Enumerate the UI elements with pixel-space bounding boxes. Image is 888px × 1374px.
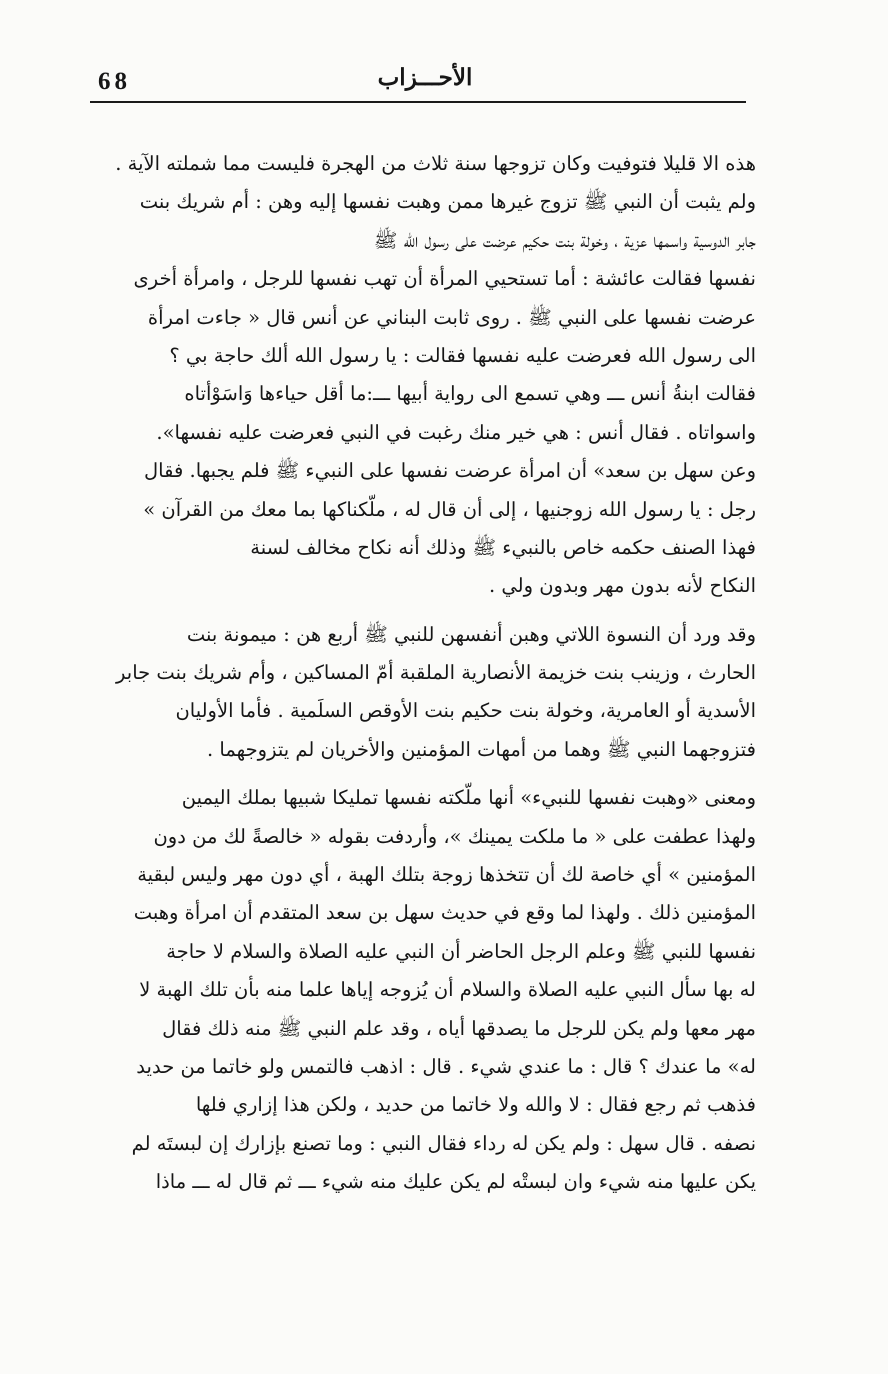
text-line: المؤمنين » أي خاصة لك أن تتخذها زوجة بتلك الهبة ، أي دون مهر وليس لبقية: [137, 863, 756, 887]
body-text: [90, 145, 756, 1202]
text-line: له» ما عندك ؟ قال : ما عندي شيء . قال : اذهب فالتمس ولو خاتما من حديد: [136, 1054, 756, 1078]
text-line: واسواتاه . فقال أنس : هي خير منك رغبت في النبي فعرضت عليه نفسها».: [156, 420, 756, 444]
paragraph-1: [90, 145, 756, 606]
text-line: ولم يثبت أن النبي ﷺ تزوج غيرها ممن وهبت نفسها إليه وهن : أم شريك بنت: [139, 190, 756, 214]
text-line: المؤمنين ذلك . ولهذا لما وقع في حديث سهل بن سعد المتقدم أن امرأة وهبت: [133, 901, 756, 925]
text-line: جابر الدوسية واسمها عزية ، وخولة بنت حكيم عرضت على رسول الله ﷺ: [373, 228, 756, 252]
paragraph-2: [90, 616, 756, 770]
header-rule: [90, 101, 746, 103]
paragraph-3: [90, 779, 756, 1201]
text-line: نفسها للنبي ﷺ وعلم الرجل الحاضر أن النبي عليه الصلاة والسلام لا حاجة: [166, 939, 756, 963]
page-number: 68: [98, 68, 131, 95]
text-line: نصفه . قال سهل : ولم يكن له رداء فقال النبي : وما تصنع بإزارك إن لبستَه لم: [131, 1131, 756, 1155]
text-line: الحارث ، وزينب بنت خزيمة الأنصارية الملقبة أمّ المساكين ، وأم شريك بنت جابر: [116, 661, 756, 685]
text-line: فتزوجهما النبي ﷺ وهما من أمهات المؤمنين والأخريان لم يتزوجهما .: [207, 737, 756, 761]
text-line: له بها سأل النبي عليه الصلاة والسلام أن يُزوجه إياها علما منه بأن تلك الهبة لا: [139, 978, 756, 1002]
text-line: ولهذا عطفت على « ما ملكت يمينك »، وأردفت بقوله « خالصةً لك من دون: [153, 824, 756, 848]
text-line: عرضت نفسها على النبي ﷺ . روى ثابت البناني عن أنس قال « جاءت امرأة: [147, 305, 756, 329]
text-line: ومعنى «وهبت نفسها للنبيء» أنها ملّكته نفسها تمليكا شبيها بملك اليمين: [181, 786, 756, 810]
text-line: رجل : يا رسول الله زوجنيها ، إلى أن قال له ، ملّكناكها بما معك من القرآن »: [143, 497, 756, 521]
text-line: الى رسول الله فعرضت عليه نفسها فقالت : يا رسول الله ألك حاجة بي ؟: [169, 343, 756, 367]
running-head: [90, 64, 746, 100]
text-line: يكن عليها منه شيء وان لبستْه لم يكن عليك منه شيء ـــ ثم قال له ـــ ماذا: [155, 1170, 756, 1194]
text-line: مهر معها ولم يكن للرجل ما يصدقها أياه ، وقد علم النبي ﷺ منه ذلك فقال: [162, 1016, 756, 1040]
text-line: وقد ورد أن النسوة اللاتي وهبن أنفسهن للنبي ﷺ أربع هن : ميمونة بنت: [186, 622, 756, 646]
text-line: فذهب ثم رجع فقال : لا والله ولا خاتما من حديد ، ولكن هذا إزاري فلها: [195, 1093, 756, 1117]
text-line: نفسها فقالت عائشة : أما تستحيي المرأة أن تهب نفسها للرجل ، وامرأة أخرى: [133, 267, 756, 291]
text-line: وعن سهل بن سعد» أن امرأة عرضت نفسها على النبيء ﷺ فلم يجبها. فقال: [144, 459, 756, 483]
text-line: فقالت ابنةُ أنس ـــ وهي تسمع الى رواية أبيها ـــ:ما أقل حياءها وَاسَوْأتاه: [184, 382, 756, 406]
text-line: الأسدية أو العامرية، وخولة بنت حكيم بنت الأوقص السلَمية . فأما الأوليان: [175, 699, 756, 723]
text-line: النكاح لأنه بدون مهر وبدون ولي .: [489, 574, 756, 598]
text-line: فهذا الصنف حكمه خاص بالنبيء ﷺ وذلك أنه نكاح مخالف لسنة: [250, 535, 756, 559]
text-line: هذه الا قليلا فتوفيت وكان تزوجها سنة ثلاث من الهجرة فليست مما شملته الآية .: [115, 152, 756, 175]
running-title: الأحـــزاب: [377, 64, 473, 91]
